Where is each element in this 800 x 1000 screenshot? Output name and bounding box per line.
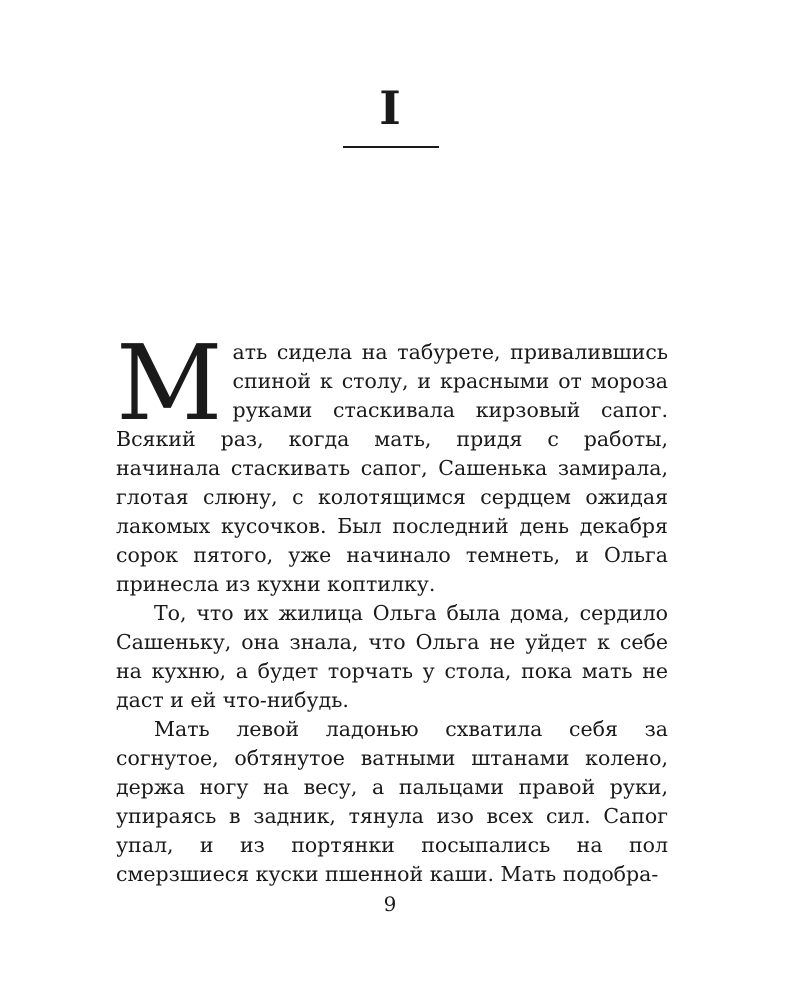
drop-cap: М [116,322,223,444]
paragraph-1-text: ать сидела на табурете, привалившись спиной к столу, и красными от мороза руками стаскивала кирзовый сапог. Всякий раз, когда мать, придя с работы, начинала стаскивать сапог, Сашенька замирала, глотая слюну, с колотящимся сердцем ожидая лакомых кусочков. Был последний день декабря сорок пятого, уже начинало темнеть, и Ольга принесла из кухни коптилку. [116,340,668,596]
paragraph-3: Мать левой ладонью схватила себя за согнутое, обтянутое ватными штанами колено, держа ногу на весу, а пальцами правой руки, упираясь в задник, тянула изо всех сил. Сапог упал, и из портянки посыпались на пол смерзшиеся куски пшенной каши. Мать подобра- [116,717,668,886]
paragraph-2: То, что их жилица Ольга была дома, сердило Сашеньку, она знала, что Ольга не уйдет к себе на кухню, а будет торчать у стола, пока мать не даст и ей что-нибудь. [116,601,668,712]
body-text [116,322,668,889]
chapter-number: I [379,81,401,135]
chapter-divider [343,146,439,148]
paragraph-1 [116,322,668,599]
page-number: 9 [383,892,397,916]
